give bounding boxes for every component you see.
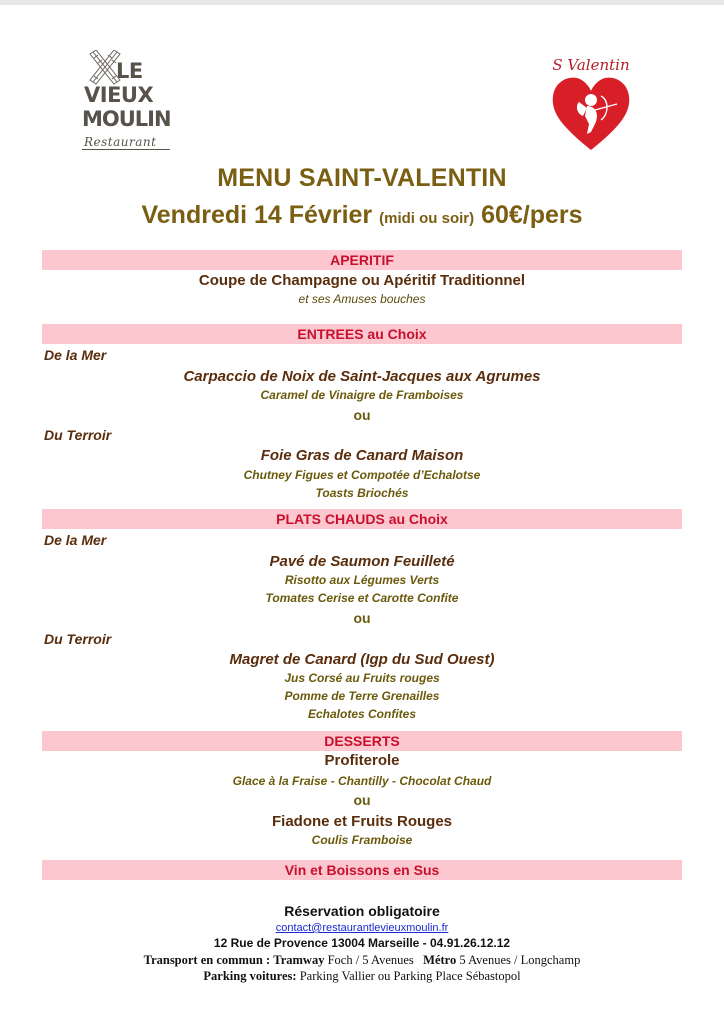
address-phone: 12 Rue de Provence 13004 Marseille - 04.91.26.12.12 [213, 936, 511, 950]
section-header-plats: PLATS CHAUDS au Choix [42, 509, 682, 529]
dessert-1-dish: Profiterole [324, 752, 400, 769]
plats-category-terroir: Du Terroir [44, 631, 112, 647]
entrees-terroir-dish: Foie Gras de Canard Maison [260, 447, 464, 464]
plats-terroir-side-2: Pomme de Terre Grenailles [284, 689, 440, 703]
section-header-entrees: ENTREES au Choix [42, 324, 682, 344]
entrees-mer-dish: Carpaccio de Noix de Saint-Jacques aux Agrumes [183, 368, 541, 385]
menu-title: MENU SAINT-VALENTIN [217, 164, 507, 192]
plats-terroir-dish: Magret de Canard (Igp du Sud Ouest) [229, 651, 495, 668]
plats-or: ou [353, 610, 371, 626]
plats-terroir-side-3: Echalotes Confites [307, 707, 417, 721]
parking-label: Parking voitures: [203, 969, 297, 983]
tram-label: Tramway [273, 953, 325, 967]
section-header-aperitif: APERITIF [42, 250, 682, 270]
menu-price: 60€/pers [481, 201, 583, 229]
entrees-or: ou [353, 407, 371, 423]
contact-email-link[interactable]: contact@restaurantlevieuxmoulin.fr [275, 922, 449, 934]
entrees-mer-side-1: Caramel de Vinaigre de Framboises [260, 388, 464, 402]
transport-info [0, 953, 724, 968]
menu-service: (midi ou soir) [379, 210, 475, 227]
logo-line-3: MOULIN [82, 107, 171, 131]
entrees-category-mer: De la Mer [44, 347, 107, 363]
section-header-drinks: Vin et Boissons en Sus [42, 860, 682, 880]
logo-subtitle: Restaurant [82, 135, 170, 150]
aperitif-side: et ses Amuses bouches [298, 292, 426, 306]
tram-value: Foch / 5 Avenues [327, 953, 414, 967]
dessert-1-side: Glace à la Fraise - Chantilly - Chocolat Chaud [232, 774, 492, 788]
metro-value: 5 Avenues / Longchamp [459, 953, 581, 967]
desserts-or: ou [353, 792, 371, 808]
plats-category-mer: De la Mer [44, 532, 107, 548]
entrees-terroir-side-1: Chutney Figues et Compotée d’Echalotse [243, 468, 481, 482]
valentine-badge [546, 56, 636, 156]
parking-info [0, 969, 724, 984]
aperitif-dish: Coupe de Champagne ou Apéritif Traditionnel [198, 272, 526, 289]
restaurant-logo [82, 50, 182, 158]
transport-label: Transport en commun : [143, 953, 271, 967]
top-bar [0, 0, 724, 5]
plats-mer-dish: Pavé de Saumon Feuilleté [269, 553, 455, 570]
cupid-heart-icon [551, 76, 631, 152]
entrees-terroir-side-2: Toasts Briochés [315, 486, 409, 500]
logo-line-2: VIEUX [84, 83, 154, 107]
metro-label: Métro [423, 953, 457, 967]
dessert-2-side: Coulis Framboise [311, 833, 413, 847]
section-header-desserts: DESSERTS [42, 731, 682, 751]
dessert-2-dish: Fiadone et Fruits Rouges [271, 813, 452, 830]
plats-terroir-side-1: Jus Corsé au Fruits rouges [284, 671, 440, 685]
reservation-notice: Réservation obligatoire [284, 903, 440, 919]
plats-mer-side-1: Risotto aux Légumes Verts [284, 573, 440, 587]
logo-line-1: LE [116, 59, 143, 83]
menu-date-line [0, 201, 724, 230]
plats-mer-side-2: Tomates Cerise et Carotte Confite [265, 591, 459, 605]
parking-value: Parking Vallier ou Parking Place Sébastopol [299, 969, 521, 983]
entrees-category-terroir: Du Terroir [44, 427, 112, 443]
valentine-badge-text: S Valentin [552, 56, 630, 74]
menu-date: Vendredi 14 Février [141, 201, 373, 229]
